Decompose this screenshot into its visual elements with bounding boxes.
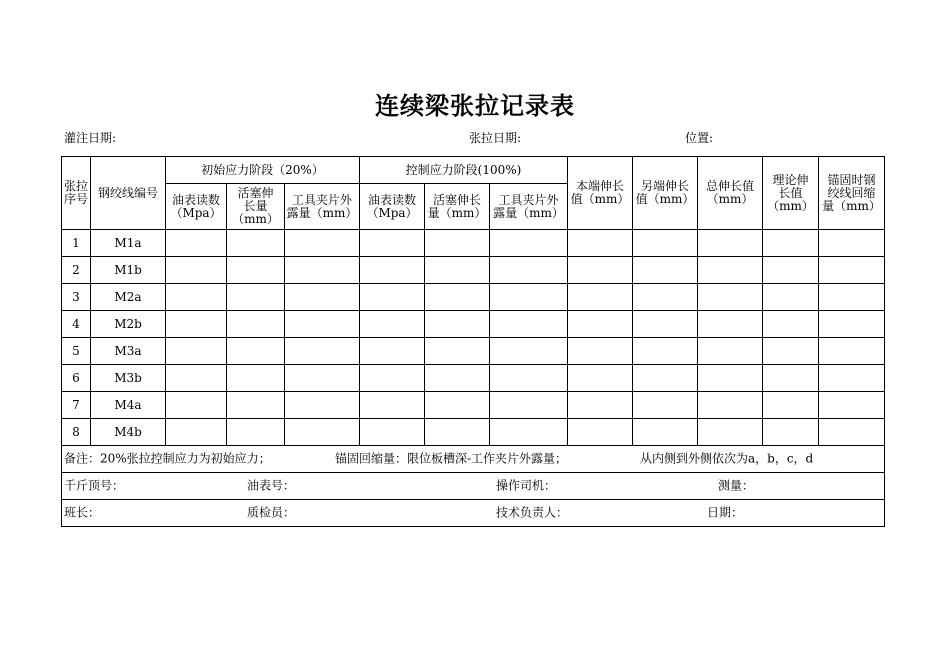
row-strand-id: M3b: [91, 365, 166, 392]
entry-cell[interactable]: [819, 230, 885, 257]
table-row: [62, 311, 885, 338]
entry-cell[interactable]: [819, 365, 885, 392]
row-strand-id: M1b: [91, 257, 166, 284]
row-seq: 6: [62, 365, 91, 392]
jack-label: 千斤顶号：: [64, 478, 125, 493]
entry-cell[interactable]: [285, 365, 360, 392]
row-strand-id: M3a: [91, 338, 166, 365]
entry-cell[interactable]: [227, 419, 285, 446]
entry-cell[interactable]: [568, 419, 633, 446]
inspector-label: 质检员：: [247, 505, 296, 520]
entry-cell[interactable]: [763, 284, 819, 311]
row-strand-id: M4a: [91, 392, 166, 419]
header-this-end: 本端伸长 值（mm）: [568, 157, 633, 230]
header-control-piston: 活塞伸长 量（mm）: [425, 184, 490, 230]
entry-cell[interactable]: [490, 338, 568, 365]
entry-cell[interactable]: [227, 311, 285, 338]
header-initial-piston: 活塞伸 长量 （mm）: [227, 184, 285, 230]
entry-cell[interactable]: [568, 311, 633, 338]
pour-date-label: 灌注日期:: [64, 131, 117, 145]
entry-cell[interactable]: [633, 311, 698, 338]
entry-cell[interactable]: [360, 284, 425, 311]
entry-cell[interactable]: [568, 338, 633, 365]
entry-cell[interactable]: [490, 365, 568, 392]
entry-cell[interactable]: [166, 284, 227, 311]
entry-cell[interactable]: [360, 311, 425, 338]
entry-cell[interactable]: [568, 365, 633, 392]
gauge-no-label: 油表号：: [247, 478, 296, 493]
entry-cell[interactable]: [360, 392, 425, 419]
header-total: 总伸长值 （mm）: [698, 157, 763, 230]
entry-cell[interactable]: [490, 284, 568, 311]
entry-cell[interactable]: [227, 284, 285, 311]
entry-cell[interactable]: [698, 284, 763, 311]
sign-row-2: [62, 500, 885, 527]
table-row: [62, 419, 885, 446]
entry-cell[interactable]: [698, 257, 763, 284]
entry-cell[interactable]: [166, 365, 227, 392]
entry-cell[interactable]: [285, 392, 360, 419]
remark-3: 从内侧到外侧依次为a，b，c，d: [640, 451, 814, 466]
measure-label: 测量：: [718, 478, 755, 493]
header-strand: 钢绞线编号: [91, 157, 166, 230]
entry-cell[interactable]: [490, 419, 568, 446]
row-strand-id: M4b: [91, 419, 166, 446]
row-strand-id: M1a: [91, 230, 166, 257]
entry-cell[interactable]: [819, 284, 885, 311]
entry-cell[interactable]: [698, 311, 763, 338]
entry-cell[interactable]: [360, 230, 425, 257]
entry-cell[interactable]: [227, 365, 285, 392]
header-initial-stage: 初始应力阶段（20%）: [166, 157, 360, 184]
entry-cell[interactable]: [285, 257, 360, 284]
entry-cell[interactable]: [425, 284, 490, 311]
row-seq: 3: [62, 284, 91, 311]
row-seq: 8: [62, 419, 91, 446]
header-control-gauge: 油表读数 （Mpa）: [360, 184, 425, 230]
header-theory: 理论伸 长值 （mm）: [763, 157, 819, 230]
entry-cell[interactable]: [490, 257, 568, 284]
table-row: [62, 230, 885, 257]
header-retraction: 锚固时钢 绞线回缩 量（mm）: [819, 157, 885, 230]
entry-cell[interactable]: [425, 392, 490, 419]
location-label: 位置:: [685, 131, 714, 145]
entry-cell[interactable]: [360, 257, 425, 284]
sign-row-1: [62, 473, 885, 500]
entry-cell[interactable]: [698, 392, 763, 419]
entry-cell[interactable]: [698, 338, 763, 365]
entry-cell[interactable]: [425, 365, 490, 392]
entry-cell[interactable]: [166, 257, 227, 284]
row-seq: 1: [62, 230, 91, 257]
table-row: [62, 392, 885, 419]
entry-cell[interactable]: [698, 419, 763, 446]
entry-cell[interactable]: [568, 392, 633, 419]
header-control-wedge: 工具夹片外 露量（mm）: [490, 184, 568, 230]
table-row: [62, 338, 885, 365]
entry-cell[interactable]: [633, 284, 698, 311]
entry-cell[interactable]: [698, 230, 763, 257]
tension-date-label: 张拉日期:: [469, 131, 522, 145]
entry-cell[interactable]: [285, 338, 360, 365]
row-strand-id: M2a: [91, 284, 166, 311]
table-row: [62, 257, 885, 284]
entry-cell[interactable]: [633, 419, 698, 446]
entry-cell[interactable]: [819, 338, 885, 365]
tension-record-table: [61, 156, 885, 527]
entry-cell[interactable]: [166, 311, 227, 338]
entry-cell[interactable]: [425, 311, 490, 338]
header-seq: 张拉 序号: [62, 157, 91, 230]
entry-cell[interactable]: [227, 392, 285, 419]
remarks-row: [62, 446, 885, 473]
entry-cell[interactable]: [285, 419, 360, 446]
entry-cell[interactable]: [490, 311, 568, 338]
entry-cell[interactable]: [568, 230, 633, 257]
entry-cell[interactable]: [425, 230, 490, 257]
entry-cell[interactable]: [819, 419, 885, 446]
entry-cell[interactable]: [633, 257, 698, 284]
entry-cell[interactable]: [763, 230, 819, 257]
entry-cell[interactable]: [763, 338, 819, 365]
entry-cell[interactable]: [763, 311, 819, 338]
row-seq: 2: [62, 257, 91, 284]
operator-label: 操作司机：: [496, 478, 557, 493]
row-seq: 4: [62, 311, 91, 338]
entry-cell[interactable]: [763, 365, 819, 392]
table-row: [62, 365, 885, 392]
header-initial-wedge: 工具夹片外 露量（mm）: [285, 184, 360, 230]
entry-cell[interactable]: [227, 257, 285, 284]
entry-cell[interactable]: [285, 311, 360, 338]
entry-cell[interactable]: [360, 365, 425, 392]
remark-2: 锚固回缩量：限位板槽深-工作夹片外露量；: [335, 451, 568, 466]
entry-cell[interactable]: [425, 338, 490, 365]
header-initial-gauge: 油表读数 （Mpa）: [166, 184, 227, 230]
entry-cell[interactable]: [360, 338, 425, 365]
header-other-end: 另端伸长 值（mm）: [633, 157, 698, 230]
leader-label: 班长：: [64, 505, 101, 520]
entry-cell[interactable]: [166, 230, 227, 257]
row-seq: 5: [62, 338, 91, 365]
entry-cell[interactable]: [166, 419, 227, 446]
entry-cell[interactable]: [425, 419, 490, 446]
entry-cell[interactable]: [763, 392, 819, 419]
entry-cell[interactable]: [763, 257, 819, 284]
remark-1: 备注：20%张拉控制应力为初始应力；: [64, 451, 271, 466]
entry-cell[interactable]: [819, 311, 885, 338]
entry-cell[interactable]: [227, 338, 285, 365]
entry-cell[interactable]: [490, 230, 568, 257]
entry-cell[interactable]: [360, 419, 425, 446]
entry-cell[interactable]: [568, 257, 633, 284]
entry-cell[interactable]: [633, 392, 698, 419]
entry-cell[interactable]: [285, 230, 360, 257]
entry-cell[interactable]: [819, 392, 885, 419]
entry-cell[interactable]: [698, 365, 763, 392]
entry-cell[interactable]: [568, 284, 633, 311]
page-title: 连续梁张拉记录表: [375, 92, 575, 120]
row-strand-id: M2b: [91, 311, 166, 338]
entry-cell[interactable]: [227, 230, 285, 257]
date-label: 日期：: [707, 505, 744, 520]
entry-cell[interactable]: [633, 365, 698, 392]
row-seq: 7: [62, 392, 91, 419]
entry-cell[interactable]: [285, 284, 360, 311]
tech-lead-label: 技术负责人：: [496, 505, 569, 520]
table-row: [62, 284, 885, 311]
entry-cell[interactable]: [763, 419, 819, 446]
entry-cell[interactable]: [425, 257, 490, 284]
header-control-stage: 控制应力阶段(100%): [360, 157, 568, 184]
entry-cell[interactable]: [166, 338, 227, 365]
entry-cell[interactable]: [819, 257, 885, 284]
entry-cell[interactable]: [633, 338, 698, 365]
entry-cell[interactable]: [166, 392, 227, 419]
entry-cell[interactable]: [490, 392, 568, 419]
entry-cell[interactable]: [633, 230, 698, 257]
